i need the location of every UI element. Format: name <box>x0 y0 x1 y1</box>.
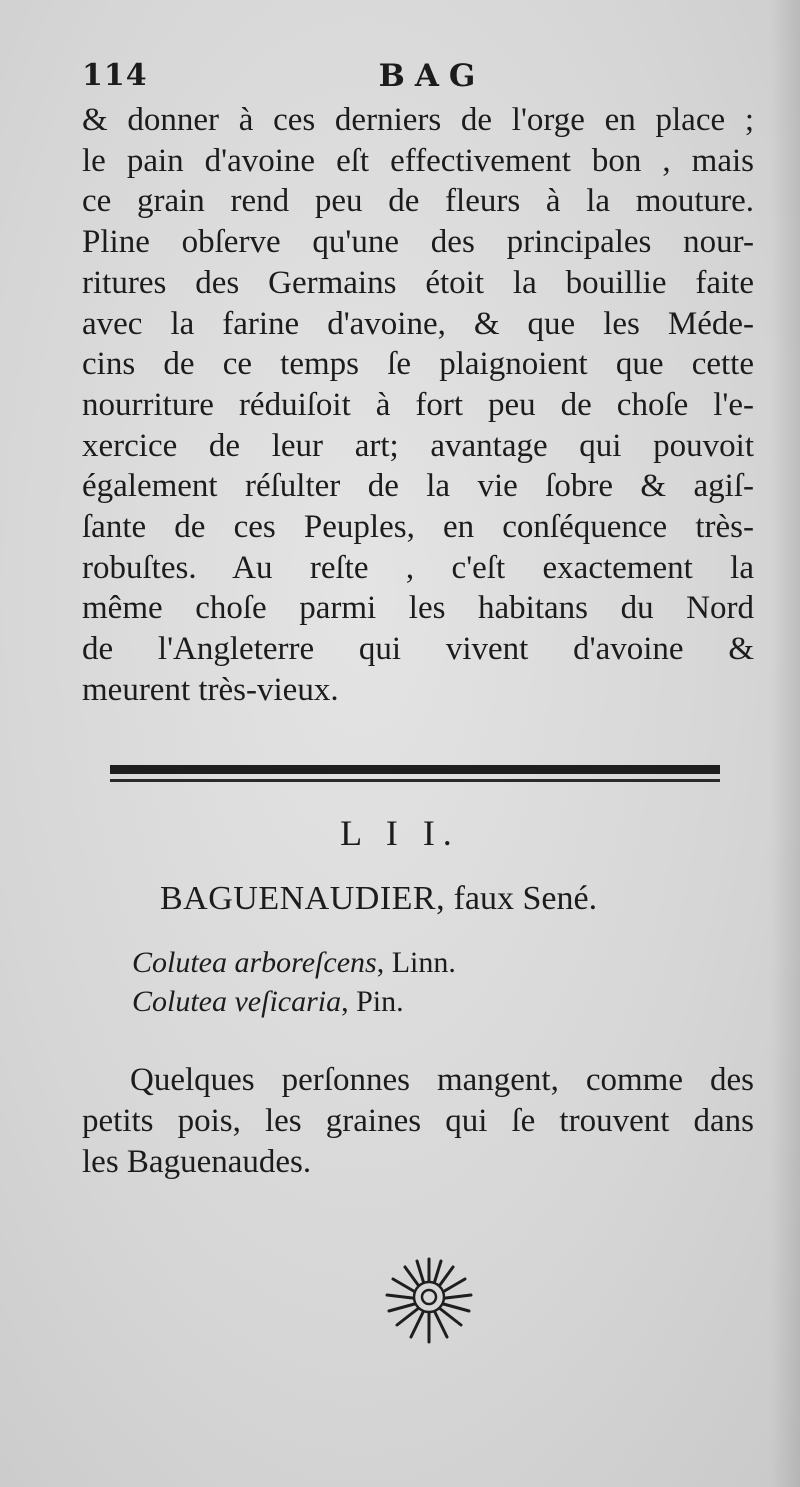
text-line: & donner à ces derniers de l'orge en place ; <box>82 102 754 138</box>
page-number: 114 <box>82 58 148 93</box>
text-line: également réſulter de la vie ſobre & agiſ- <box>82 468 754 505</box>
text-line: petits pois, les graines qui ſe trouvent dans <box>82 1103 754 1139</box>
entry-name: BAGUENAUDIER, <box>160 880 446 917</box>
text-line: de l'Angleterre qui vivent d'avoine & <box>82 631 754 668</box>
authority: , Linn. <box>376 946 456 979</box>
text-line: les Baguenaudes. <box>82 1144 312 1180</box>
entry-heading <box>160 880 700 918</box>
running-head-title: BAG <box>378 58 486 94</box>
page-gutter-shadow <box>770 0 800 1487</box>
running-head <box>82 58 762 98</box>
entry-text <box>82 1060 754 1183</box>
divider-thin-line <box>110 779 720 782</box>
printers-ornament-icon <box>383 1255 475 1345</box>
text-line: même choſe parmi les habitans du Nord <box>82 590 754 627</box>
text-line: Pline obſerve qu'une des principales nour- <box>82 224 754 261</box>
botanical-synonyms <box>132 943 732 1021</box>
text-line: avec la farine d'avoine, & que les Méde- <box>82 305 754 342</box>
synonym-line <box>132 943 732 982</box>
text-line: Quelques perſonnes mangent, comme des <box>130 1062 754 1098</box>
text-line: xercice de leur art; avantage qui pouvoit <box>82 427 754 464</box>
text-line: cins de ce temps ſe plaignoient que cette <box>82 346 754 383</box>
section-divider-rule <box>110 765 720 785</box>
latin-name: Colutea veſicaria <box>132 985 342 1018</box>
text-line: nourriture réduiſoit à fort peu de choſe l'e- <box>82 386 754 423</box>
entry-common-name: faux Sené. <box>453 880 598 917</box>
divider-thick-line <box>110 765 720 774</box>
authority: , Pin. <box>341 985 404 1018</box>
text-line: ſante de ces Peuples, en conſéquence très- <box>82 509 754 546</box>
latin-name: Colutea arboreſcens <box>132 946 377 979</box>
text-line: ritures des Germains étoit la bouillie faite <box>82 264 754 301</box>
text-line: meurent très-vieux. <box>82 671 339 708</box>
text-line: robuſtes. Au reſte , c'eſt exactement la <box>82 549 754 586</box>
synonym-line <box>132 982 732 1021</box>
text-line: ce grain rend peu de fleurs à la mouture. <box>82 183 754 220</box>
continued-text <box>82 100 754 711</box>
entry-number: L I I. <box>340 813 460 853</box>
text-line: le pain d'avoine eſt effectivement bon , mais <box>82 142 754 179</box>
